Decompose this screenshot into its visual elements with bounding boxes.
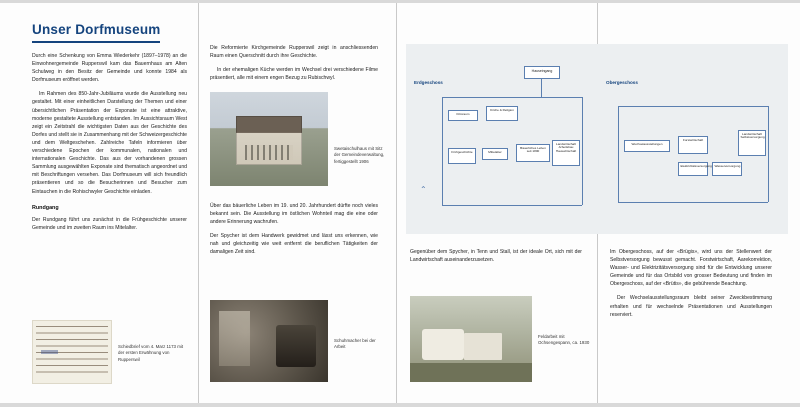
floorplan-label-obergeschoss: Obergeschoss bbox=[606, 80, 638, 85]
col2-paragraph-1: Die Reformierte Kirchgemeinde Rupperswil zeigt in anschliessenden Raum einen Querschnitt durch ihre Geschichte. bbox=[210, 45, 378, 60]
floorplan-room-fruehgeschichte: Frühgeschichte bbox=[448, 148, 476, 164]
schuhmacher-photo bbox=[210, 300, 328, 382]
urkunde-photo bbox=[32, 320, 112, 384]
floorplan-uf-left bbox=[618, 106, 619, 202]
col4-paragraph-2: Der Wechselausstellungsraum bleibt seiner Zweckbestimmung erhalten und für wechselnde Präsentationen und Ausstellungen reserviert. bbox=[610, 295, 772, 318]
col1-subheading: Rundgang bbox=[32, 204, 59, 211]
floorplan-room-elektrizitaetsversorgung: Elektrizitätsversorgung bbox=[678, 162, 708, 176]
floorplan-room-hauseingang: Hauseingang bbox=[524, 66, 560, 79]
floorplan-gf-bottom bbox=[442, 205, 582, 206]
floorplan-direction-chevron: ⌃ bbox=[420, 185, 427, 194]
column-divider-1 bbox=[198, 3, 199, 403]
top-divider bbox=[0, 0, 800, 3]
title-underline bbox=[32, 41, 160, 43]
col1-paragraph-1: Durch eine Schenkung von Emma Wiederkehr (1897–1978) an die Einwohnergemeinde Rupperswil kam das Bauernhaus am Alten Schulweg in den Besitz der Gemeinde und konnte 1984 als Dorfmuseum eröffnet werden. bbox=[32, 53, 187, 84]
floorplan-room-landwirtschaft-uf: Landwirtschaft Selbstversorgung bbox=[738, 130, 766, 156]
col2-paragraph-2: In der ehemaligen Küche werden im Wechsel drei verschiedene Filme präsentiert, alle mit einem engen Bezug zu Rubischwyl. bbox=[210, 67, 378, 82]
col4-paragraph-1: Im Obergeschoss, auf der «Brügis», wird uns der Stellenwert der Selbstversorgung bewusst gemacht. Forstwirtschaft, Aarekorrektion, Wasser- und Elektrizitätsversorgung sind für die Entwicklung unserer Gemeinde und für das Ortsbild von grosser Bedeutung und finden im Obergeschoss, auf der «Brütis», die gebührende Beachtung. bbox=[610, 249, 772, 288]
urkunde-photo-caption: Schiedbrief vom 4. Marz 1173 mit der ersten Erwähnung von Rupperswil bbox=[118, 344, 184, 362]
column-four bbox=[610, 248, 772, 325]
column-three bbox=[410, 248, 582, 270]
floorplan-room-wasserversorgung: Wasserversorgung bbox=[712, 162, 742, 176]
floorplan-room-kirche-religion: Kirche & Religion bbox=[486, 106, 518, 121]
floorplan-label-erdgeschoss: Erdgeschoss bbox=[414, 80, 443, 85]
floorplan-uf-top bbox=[618, 106, 768, 107]
column-two-lower bbox=[210, 202, 378, 263]
urkunde-photo-mark bbox=[41, 350, 58, 355]
bottom-divider bbox=[0, 403, 800, 407]
floorplan-gf-top bbox=[442, 97, 582, 98]
floorplan-room-filmraum: Filmraum bbox=[448, 110, 478, 121]
col2-paragraph-4: Der Spycher ist dem Handwerk gewidmet und lässt uns erkennen, wie nah und gleichzeitig wie weit entfernt die beruflichen Tätigkeiten der damaligen Zeit sind. bbox=[210, 233, 378, 256]
floorplan-gf-right bbox=[582, 97, 583, 205]
floorplan-room-baeuerliches-leben: Bäuerliches Leben seit 1800 bbox=[516, 144, 550, 162]
floorplan-gf-left bbox=[442, 97, 443, 205]
floorplan-room-mittelalter: Mittelalter bbox=[482, 148, 508, 160]
floorplan-room-forstwirtschaft: Forstwirtschaft bbox=[678, 136, 708, 154]
dorfmuseum-haus-photo bbox=[210, 92, 328, 186]
col3-paragraph-1: Gegenüber dem Spycher, in Tenn und Stall, ist der ideale Ort, sich mit der Landwirtschaft auseinanderzusetzen. bbox=[410, 249, 582, 264]
floorplan-room-wechselausstellungen: Wechselausstellungen bbox=[624, 140, 670, 152]
floorplan-panel bbox=[406, 44, 788, 234]
col2-paragraph-3: Über das bäuerliche Leben im 19. und 20. Jahrhundert dürfte noch vieles bekannt sein. Die Ausstellung im östlichen Wohnteil mag die eine oder andere Erinnerung wachrufen. bbox=[210, 203, 378, 226]
floorplan-uf-bottom bbox=[618, 202, 768, 203]
column-divider-2 bbox=[396, 3, 397, 403]
column-two bbox=[210, 44, 378, 88]
floorplan-room-landwirtschaft-gf: Landwirtschaft Arbeitsbau Hauswirtschaft bbox=[552, 140, 580, 166]
floorplan-connector-entrance bbox=[541, 79, 542, 97]
schuhmacher-caption: Schuhmacher bei der Arbeit bbox=[334, 338, 376, 350]
col1-paragraph-2: Im Rahmen des 850-Jahr-Jubiläums wurde die Ausstellung neu gestaltet. Mit einer einheitlichen Darstellung der Themen und einer übersichtlichen Präsentation der Exponate ist eine attraktive, moderne gestaltete Ausstellung entstanden. Im Aussichtsraum West zeigt ein Zeitstrahl die wichtigsten Daten aus der Geschichte des Dorfes und stellt sie in Zusammenhang mit der Schweizergeschichte und dem Weltgeschehen. Zahlreiche Tafeln informieren über verschiedene Epochen der kommunalen, nationalen und internationalen Geschichte. Das aus der vorhandenen grossen Sammlung ausgewählten Exponate sind thematisch angeordnet und mit Beschriftungen versehen. Das Dorfmuseum will sich freundlich präsentieren und so die Besucherinnen und Besucher zum Eintauchen in die Rohischwyler Geschichte einladen. bbox=[32, 91, 187, 195]
col1-paragraph-3: Der Rundgang führt uns zunächst in die Frühgeschichte unserer Gemeinde und im zweiten Raum ins Mitelalter. bbox=[32, 216, 187, 231]
feldarbeit-photo bbox=[410, 296, 532, 382]
column-one bbox=[32, 52, 187, 238]
dorfmuseum-haus-caption: Swetaischulhaus mit Sitz der Gemeindeverwaltung, fertiggestellt 1906 bbox=[334, 146, 385, 164]
floorplan-uf-right bbox=[768, 106, 769, 202]
feldarbeit-caption: Feldarbeit mit Ochsengespann, ca. 1930 bbox=[538, 334, 590, 346]
page-title: Unser Dorfmuseum bbox=[32, 22, 161, 37]
